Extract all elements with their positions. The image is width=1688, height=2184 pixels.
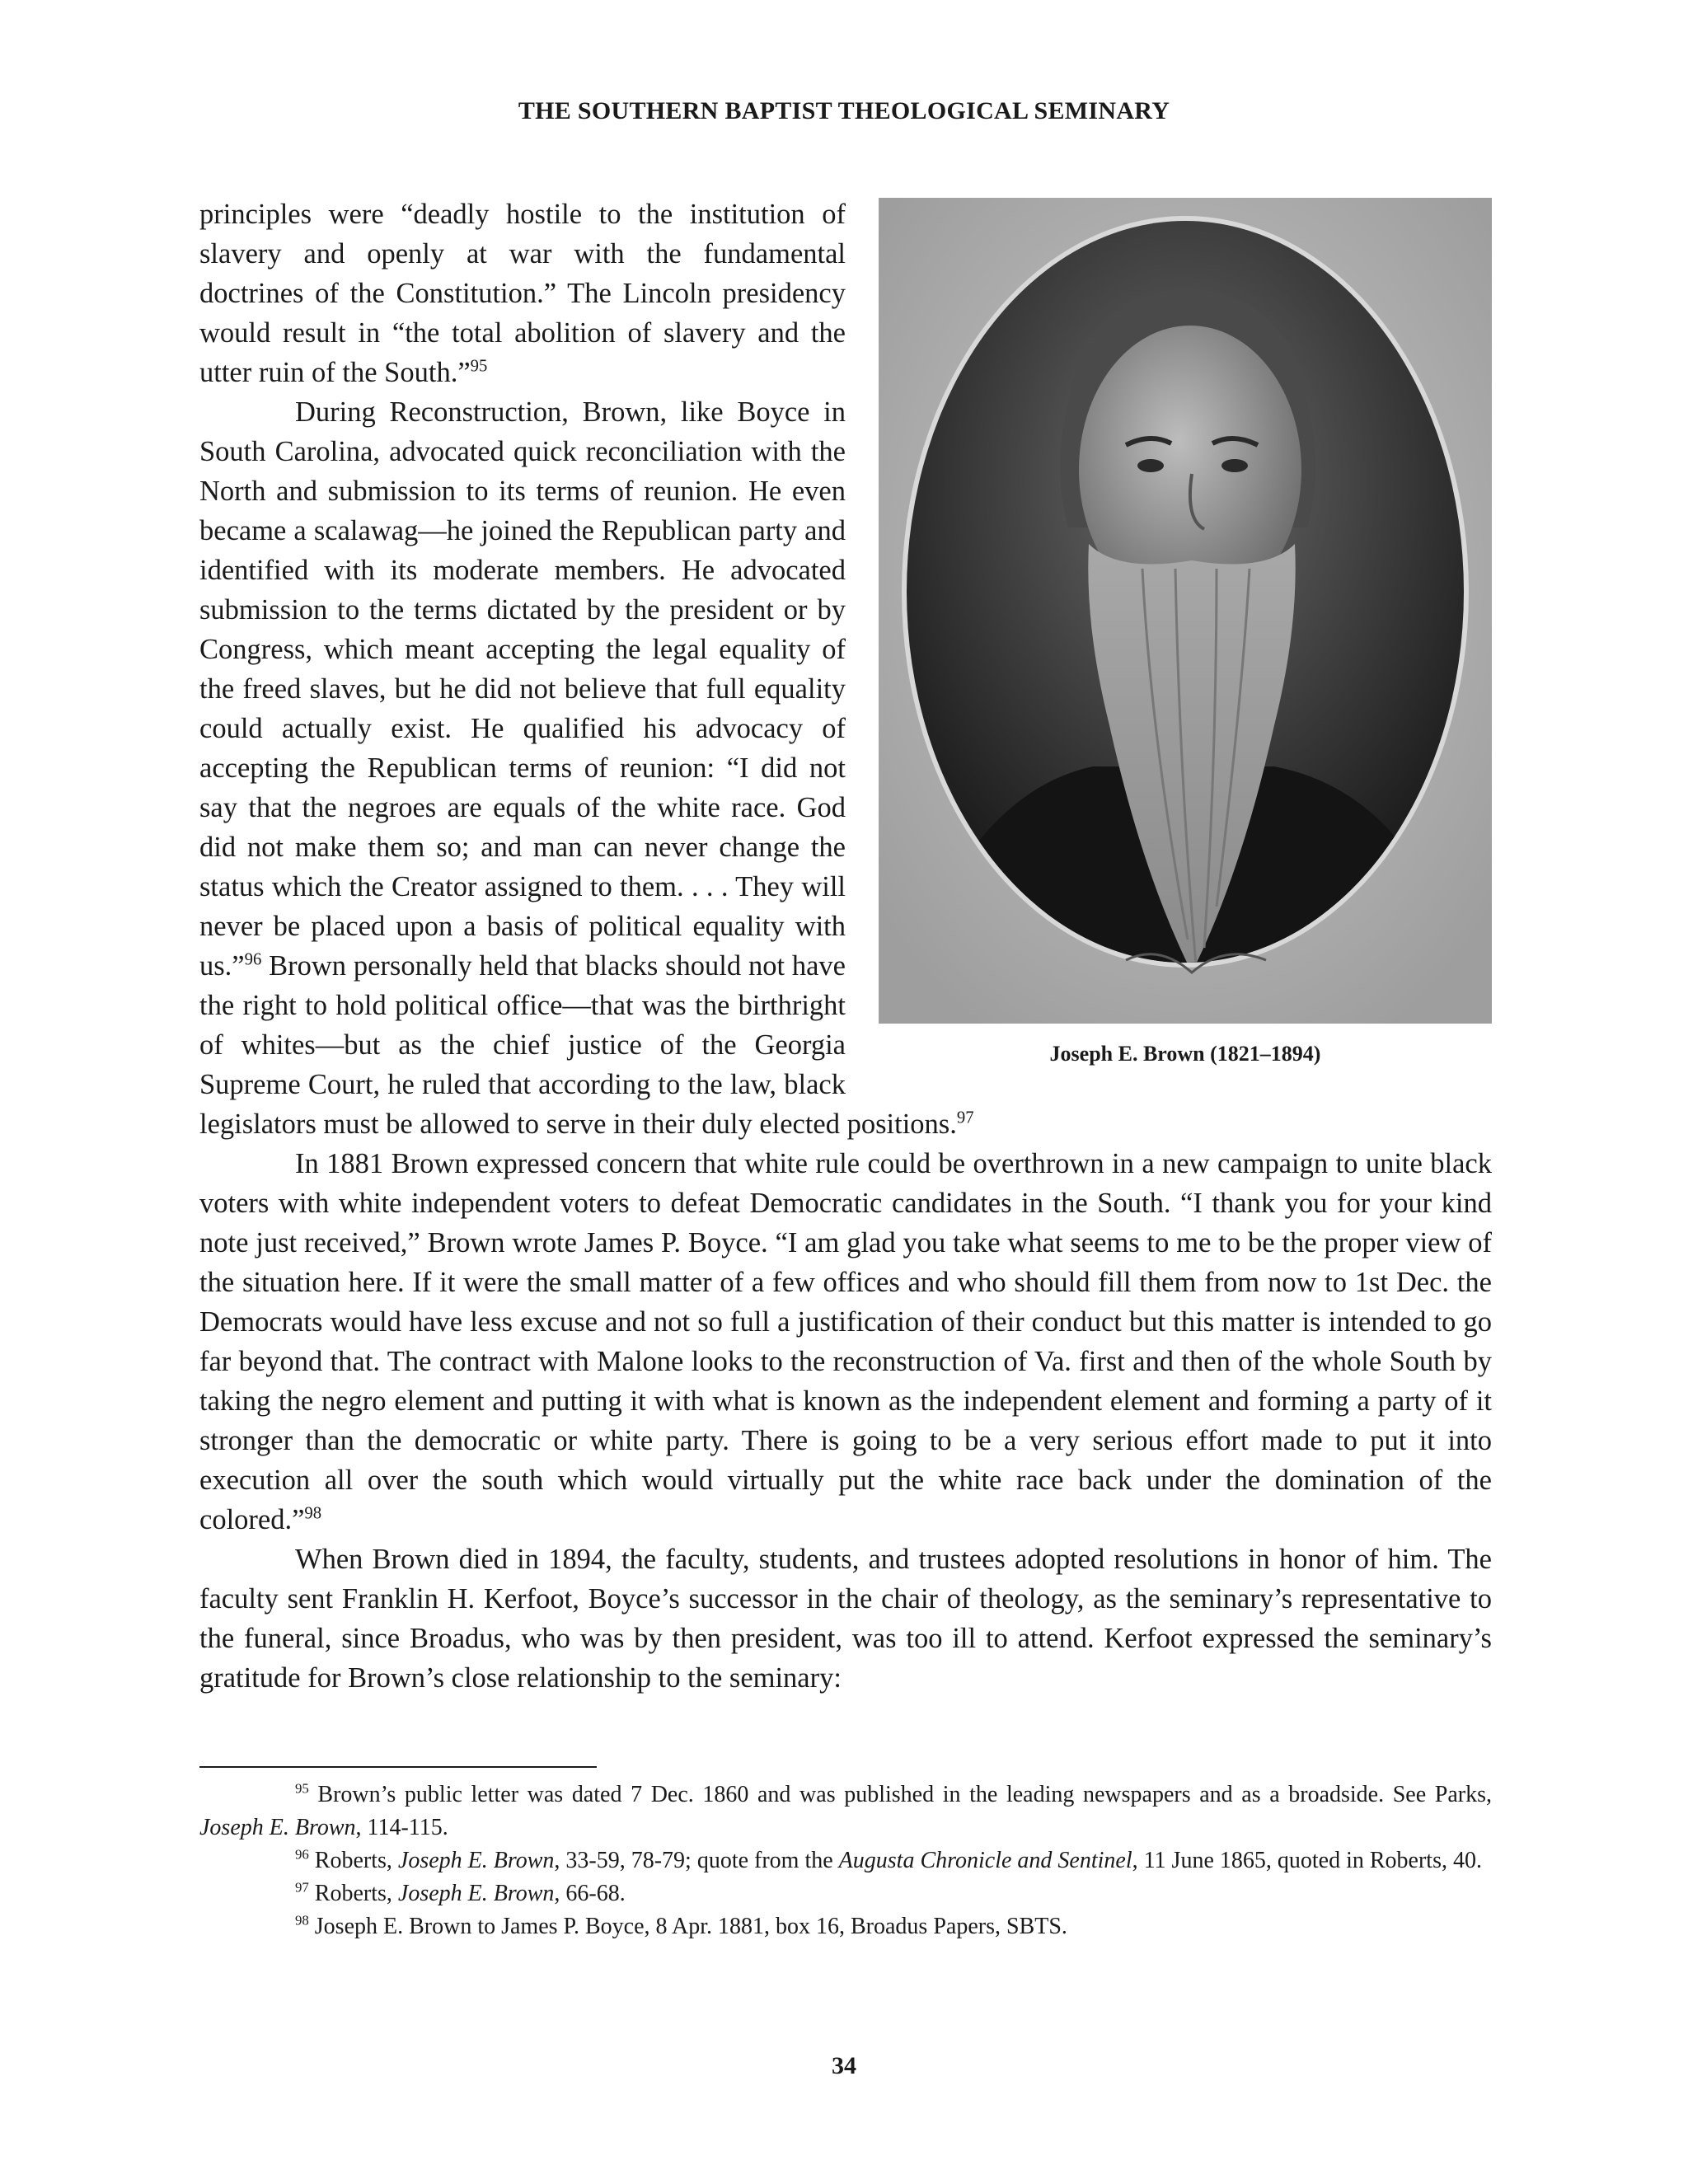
- paragraph-2-text-b: Brown personally held that blacks should not have the right to hold political office—that was the birthright of whites—but as the chief justice of the Georgia Supreme Court, he ruled that according to the law, black legislators must be allowed to serve in their duly elected positions.: [199, 950, 957, 1140]
- footnote-number: 96: [295, 1846, 309, 1863]
- paragraph-4-text: When Brown died in 1894, the faculty, students, and trustees adopted resolutions in honor of him. The faculty sent Franklin H. Kerfoot, Boyce’s successor in the chair of theology, as the seminary’s representative to the funeral, since Broadus, who was by then president, was too ill to attend. Kerfoot expressed the seminary’s gratitude for Brown’s close relationship to the seminary:: [199, 1544, 1492, 1694]
- footnote-95: [199, 1779, 1492, 1844]
- footnote-ref-98[interactable]: 98: [304, 1504, 322, 1523]
- footnote-text: Joseph E. Brown to James P. Boyce, 8 Apr. 1881, box 16, Broadus Papers, SBTS.: [308, 1914, 1067, 1939]
- running-head: THE SOUTHERN BAPTIST THEOLOGICAL SEMINARY: [518, 97, 1170, 124]
- paragraph-1-text: principles were “deadly hostile to the institution of slavery and openly at war with the fundamental doctrines of the Constitution.” The Lincoln presidency would result in “the total abolition of slavery and the utter ruin of the South.”: [199, 199, 846, 388]
- footnote-book-title: Joseph E. Brown: [199, 1815, 356, 1840]
- main-text: [199, 194, 1492, 1698]
- portrait-image: [879, 198, 1492, 1024]
- footnote-divider: [199, 1766, 597, 1768]
- page-number: 34: [832, 2052, 856, 2079]
- footnote-96: [199, 1844, 1492, 1877]
- footnote-97: [199, 1877, 1492, 1910]
- footnote-text: Roberts,: [308, 1848, 398, 1873]
- footnote-text: Roberts,: [308, 1881, 398, 1906]
- left-eye: [1137, 459, 1164, 472]
- right-eye: [1221, 459, 1248, 472]
- footnote-book-title: Joseph E. Brown: [397, 1848, 555, 1873]
- footnote-ref-96[interactable]: 96: [244, 950, 262, 969]
- footnote-number: 97: [295, 1879, 309, 1896]
- paragraph-3-text: In 1881 Brown expressed concern that white rule could be overthrown in a new campaign to unite black voters with white independent voters to defeat Democratic candidates in the South. “I thank you for your kind note just received,” Brown wrote James P. Boyce. “I am glad you take what seems to me to be the proper view of the situation here. If it were the small matter of a few offices and who should fill them from now to 1st Dec. the Democrats would have less excuse and not so full a justification of their conduct but this matter is intended to go far beyond that. The contract with Malone looks to the reconstruction of Va. first and then of the whole South by taking the negro element and putting it with what is known as the independent element and forming a party of it stronger than the democratic or white party. There is going to be a very serious effort made to put it into execution all over the south which would virtually put the white race back under the domination of the colored.”: [199, 1148, 1492, 1535]
- portrait-photo: [879, 198, 1492, 1024]
- portrait-figure: [879, 198, 1492, 1068]
- paragraph-4: [199, 1540, 1492, 1698]
- figure-caption: Joseph E. Brown (1821–1894): [1049, 1042, 1321, 1066]
- footnote-newspaper-title: Augusta Chronicle and Sentinel: [838, 1848, 1132, 1873]
- footnote-number: 95: [295, 1780, 309, 1797]
- footnote-ref-95[interactable]: 95: [470, 357, 488, 376]
- footnote-text: Brown’s public letter was dated 7 Dec. 1860 and was published in the leading newspapers and as a broadside. See Parks,: [308, 1782, 1492, 1807]
- footnote-number: 98: [295, 1912, 309, 1929]
- footnote-pages: , 114-115.: [355, 1815, 448, 1840]
- footnote-98: [199, 1910, 1492, 1943]
- paragraph-3: [199, 1144, 1492, 1540]
- footnote-text: , 33-59, 78-79; quote from the: [554, 1848, 839, 1873]
- footnote-pages: , 66-68.: [554, 1881, 626, 1906]
- footnote-book-title: Joseph E. Brown: [397, 1881, 555, 1906]
- footnote-text: , 11 June 1865, quoted in Roberts, 40.: [1132, 1848, 1482, 1873]
- paragraph-2-text-a: During Reconstruction, Brown, like Boyce in South Carolina, advocated quick reconciliation with the North and submission to its terms of reunion. He even became a scalawag—he joined the Republican party and identified with its moderate members. He advocated submission to the terms dictated by the president or by Congress, which meant accepting the legal equality of the freed slaves, but he did not believe that full equality could actually exist. He qualified his advocacy of accepting the Republican terms of reunion: “I did not say that the negroes are equals of the white race. God did not make them so; and man can never change the status which the Creator assigned to them. . . . They will never be placed upon a basis of political equality with us.”: [199, 396, 846, 982]
- footnote-ref-97[interactable]: 97: [956, 1108, 974, 1127]
- footnotes: [199, 1779, 1492, 1943]
